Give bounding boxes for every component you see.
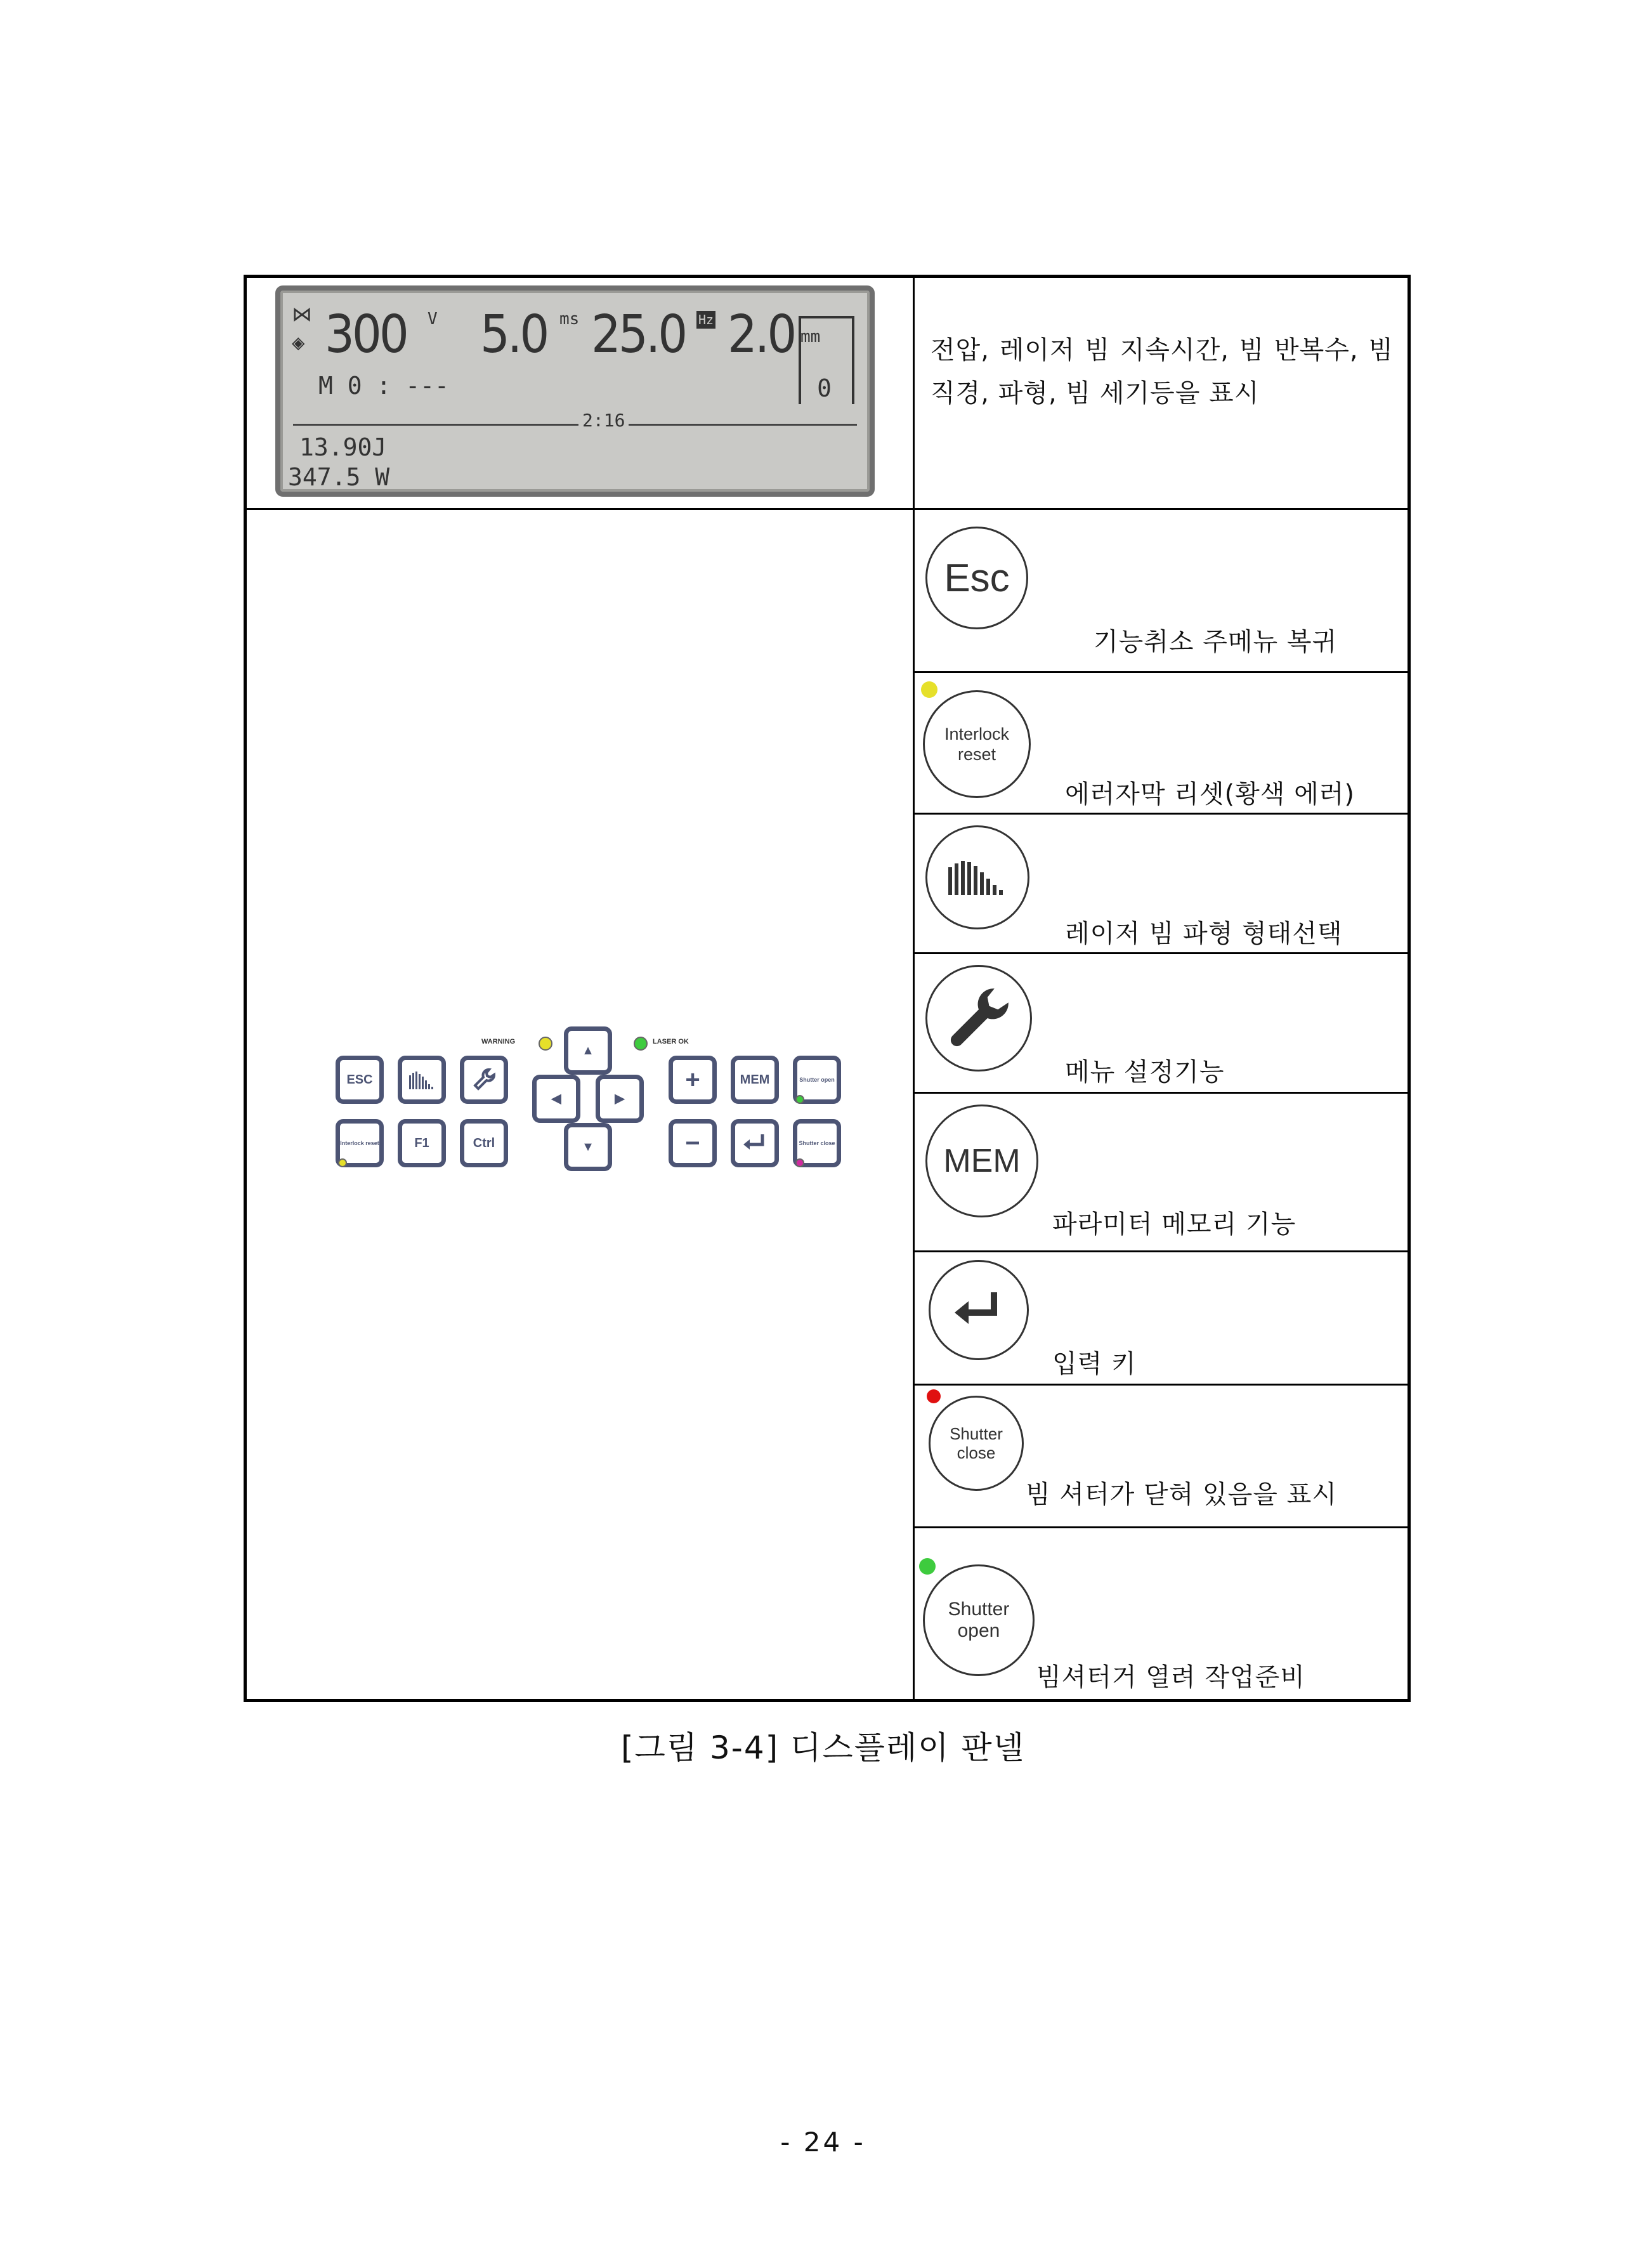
wrench-button bbox=[925, 965, 1032, 1072]
lcd-duration-unit: ms bbox=[559, 310, 580, 329]
waveform-key[interactable] bbox=[398, 1056, 446, 1104]
table-row-divider bbox=[915, 1250, 1408, 1252]
shutter-open-button-icon: Shutter open bbox=[923, 1564, 1035, 1676]
shutter-close-indicator-dot bbox=[927, 1389, 941, 1403]
table-row-divider bbox=[247, 508, 1408, 510]
lcd-box-value: 0 bbox=[817, 374, 832, 402]
esc-button-icon: Esc bbox=[925, 527, 1028, 629]
enter-button bbox=[929, 1260, 1029, 1360]
interlock-indicator-dot bbox=[921, 681, 937, 698]
enter-key[interactable] bbox=[731, 1119, 779, 1167]
lcd-power: 347.5 W bbox=[288, 463, 390, 491]
waveform-icon bbox=[408, 1070, 436, 1089]
lcd-duration: 5.0 bbox=[480, 305, 547, 365]
waveform-icon bbox=[947, 860, 1008, 895]
control-keypad bbox=[323, 1026, 849, 1191]
page-number: - 24 - bbox=[780, 2127, 866, 2158]
interlock-led bbox=[338, 1158, 347, 1167]
wrench-description: 메뉴 설정기능 bbox=[1065, 1058, 1225, 1087]
arrow-left-key[interactable] bbox=[532, 1075, 580, 1123]
mem-button-icon: MEM bbox=[925, 1105, 1038, 1217]
lcd-frequency-unit: Hz bbox=[696, 310, 715, 329]
lcd-voltage-unit: V bbox=[428, 310, 438, 329]
display-panel-table bbox=[244, 275, 1411, 1702]
lcd-description: 전압, 레이저 빔 지속시간, 빔 반복수, 빔 직경, 파형, 빔 세기등을 표시 bbox=[931, 336, 1394, 408]
wrench-icon bbox=[471, 1067, 497, 1092]
laser-ok-label: LASER OK bbox=[653, 1038, 689, 1046]
shutter-close-button-icon: Shutter close bbox=[929, 1396, 1024, 1491]
esc-description: 기능취소 주메뉴 복귀 bbox=[1094, 627, 1338, 657]
arrow-down-key[interactable] bbox=[564, 1123, 612, 1171]
lcd-shape-label: 2:16 bbox=[578, 410, 629, 431]
interlock-reset-key[interactable]: Interlock reset bbox=[336, 1119, 384, 1167]
shutter-close-led bbox=[795, 1158, 804, 1167]
shutter-open-indicator-dot bbox=[919, 1558, 936, 1575]
esc-key[interactable]: ESC bbox=[336, 1056, 384, 1104]
shutter-close-key[interactable]: Shutter close bbox=[793, 1119, 841, 1167]
arrow-left-icon: ◀ bbox=[551, 1092, 561, 1106]
target-symbol-icon: ◈ bbox=[292, 330, 305, 355]
mem-description: 파라미터 메모리 기능 bbox=[1052, 1210, 1297, 1239]
lcd-memory: M 0 : --- bbox=[318, 372, 449, 400]
lcd-diameter: 2.0 bbox=[728, 305, 795, 365]
figure-caption: [그림 3-4] 디스플레이 판넬 bbox=[620, 1729, 1026, 1766]
lcd-diameter-unit: mm bbox=[800, 327, 821, 346]
arrow-right-key[interactable] bbox=[596, 1075, 644, 1123]
interlock-reset-button-icon: Interlock reset bbox=[923, 690, 1031, 798]
arrow-right-icon: ▶ bbox=[615, 1092, 625, 1106]
shutter-open-description: 빔셔터거 열려 작업준비 bbox=[1036, 1663, 1305, 1692]
table-column-divider bbox=[913, 278, 915, 1699]
ctrl-key[interactable]: Ctrl bbox=[460, 1119, 508, 1167]
table-row-divider bbox=[915, 1526, 1408, 1528]
wrench-icon bbox=[944, 983, 1014, 1053]
waveform-button bbox=[925, 825, 1029, 929]
plus-key[interactable]: + bbox=[669, 1056, 717, 1104]
arrow-up-key[interactable] bbox=[564, 1026, 612, 1075]
f1-key[interactable]: F1 bbox=[398, 1119, 446, 1167]
interlock-description: 에러자막 리셋(황색 에러) bbox=[1065, 780, 1355, 809]
enter-description: 입력 키 bbox=[1052, 1349, 1137, 1379]
table-row-divider bbox=[915, 1384, 1408, 1386]
laser-ok-led bbox=[634, 1037, 648, 1051]
lcd-voltage: 300 bbox=[325, 305, 407, 365]
arrow-up-icon: ▲ bbox=[582, 1044, 594, 1058]
lcd-energy: 13.90J bbox=[299, 433, 387, 461]
table-row-divider bbox=[915, 671, 1408, 673]
minus-key[interactable]: − bbox=[669, 1119, 717, 1167]
shutter-symbol-icon: ⋈ bbox=[292, 302, 312, 326]
warning-led bbox=[539, 1037, 552, 1051]
arrow-down-icon: ▼ bbox=[582, 1140, 594, 1154]
lcd-display bbox=[275, 285, 875, 497]
mem-key[interactable]: MEM bbox=[731, 1056, 779, 1104]
enter-icon bbox=[742, 1133, 767, 1153]
shutter-open-key[interactable]: Shutter open bbox=[793, 1056, 841, 1104]
lcd-frequency: 25.0 bbox=[591, 305, 686, 365]
wrench-key[interactable] bbox=[460, 1056, 508, 1104]
shutter-open-led bbox=[795, 1095, 804, 1104]
shutter-close-description: 빔 셔터가 닫혀 있음을 표시 bbox=[1026, 1480, 1337, 1509]
lcd-divider bbox=[293, 424, 857, 426]
waveform-description: 레이저 빔 파형 형태선택 bbox=[1065, 919, 1343, 948]
enter-icon bbox=[947, 1290, 1010, 1330]
warning-label: WARNING bbox=[481, 1038, 516, 1046]
